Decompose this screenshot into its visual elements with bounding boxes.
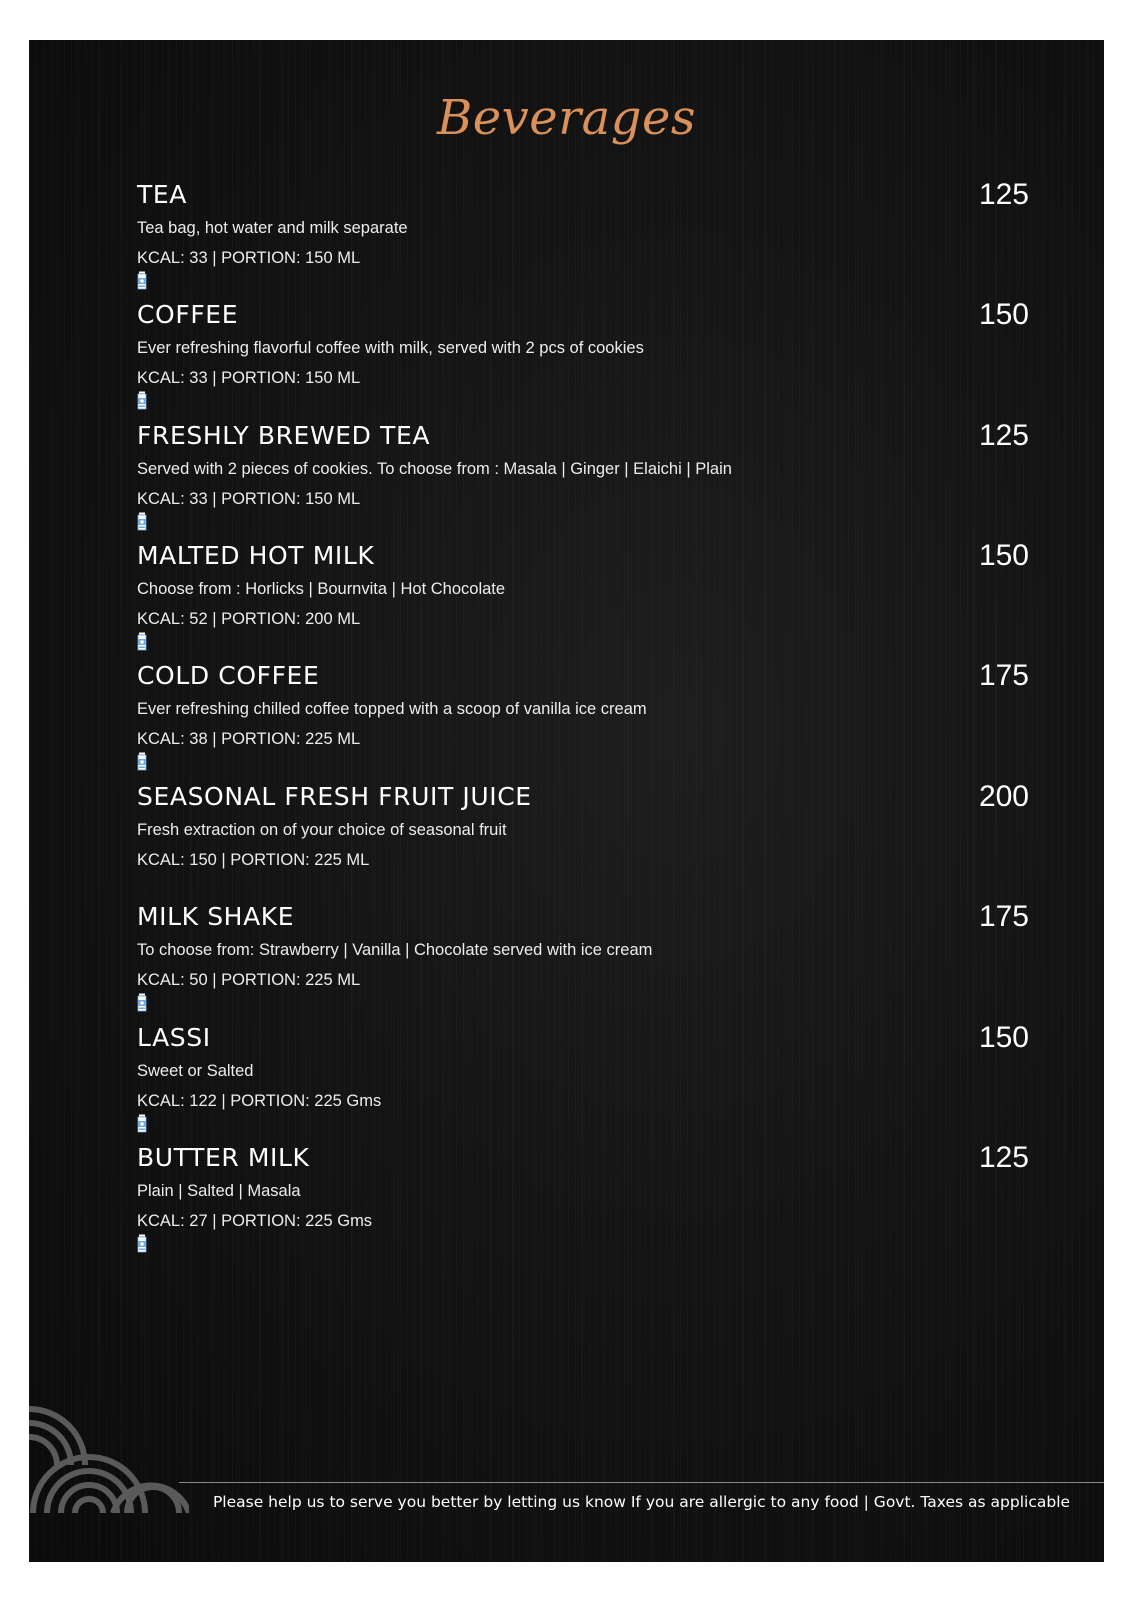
menu-item <box>137 541 1029 653</box>
dairy-milk-icon <box>137 752 147 771</box>
item-nutrition: KCAL: 50 | PORTION: 225 ML <box>137 971 361 989</box>
item-price: 125 <box>978 419 1029 452</box>
item-price: 150 <box>978 539 1029 572</box>
menu-item <box>137 421 1029 533</box>
item-description: Ever refreshing flavorful coffee with milk, served with 2 pcs of cookies <box>137 339 644 357</box>
item-nutrition: KCAL: 33 | PORTION: 150 ML <box>137 249 361 267</box>
footer-note: Please help us to serve you better by letting us know If you are allergic to any food | Govt. Taxes as applicable <box>212 1493 1071 1511</box>
dairy-milk-icon <box>137 512 147 531</box>
item-price: 125 <box>978 1141 1029 1174</box>
item-description: Ever refreshing chilled coffee topped with a scoop of vanilla ice cream <box>137 700 647 718</box>
item-nutrition: KCAL: 52 | PORTION: 200 ML <box>137 610 361 628</box>
menu-title: Beverages <box>436 90 697 146</box>
menu-item <box>137 1143 1029 1255</box>
menu-item <box>137 180 1029 292</box>
menu-item <box>137 1023 1029 1135</box>
item-nutrition: KCAL: 150 | PORTION: 225 ML <box>137 851 370 869</box>
menu-item <box>137 902 1029 1014</box>
item-description: Tea bag, hot water and milk separate <box>137 219 408 237</box>
menu-page <box>29 40 1104 1562</box>
item-name: COLD COFFEE <box>137 661 320 690</box>
item-nutrition: KCAL: 33 | PORTION: 150 ML <box>137 490 361 508</box>
menu-item <box>137 300 1029 412</box>
dairy-milk-icon <box>137 632 147 651</box>
item-name: BUTTER MILK <box>137 1143 310 1172</box>
dairy-milk-icon <box>137 993 147 1012</box>
item-name: FRESHLY BREWED TEA <box>137 421 431 450</box>
dairy-milk-icon <box>137 1234 147 1253</box>
item-description: Sweet or Salted <box>137 1062 254 1080</box>
item-description: Choose from : Horlicks | Bournvita | Hot Chocolate <box>137 580 506 598</box>
item-nutrition: KCAL: 122 | PORTION: 225 Gms <box>137 1092 382 1110</box>
wave-pattern-icon <box>29 1405 189 1513</box>
footer-divider <box>179 1482 1104 1483</box>
menu-item <box>137 661 1029 773</box>
item-name: MILK SHAKE <box>137 902 295 931</box>
menu-item <box>137 782 1029 894</box>
item-nutrition: KCAL: 33 | PORTION: 150 ML <box>137 369 361 387</box>
dairy-milk-icon <box>137 391 147 410</box>
item-price: 150 <box>978 298 1029 331</box>
item-name: SEASONAL FRESH FRUIT JUICE <box>137 782 532 811</box>
item-price: 200 <box>978 780 1029 813</box>
dairy-milk-icon <box>137 1114 147 1133</box>
item-description: Fresh extraction on of your choice of seasonal fruit <box>137 821 507 839</box>
item-price: 150 <box>978 1021 1029 1054</box>
item-name: MALTED HOT MILK <box>137 541 375 570</box>
item-description: Plain | Salted | Masala <box>137 1182 301 1200</box>
item-name: COFFEE <box>137 300 239 329</box>
item-price: 175 <box>978 659 1029 692</box>
item-price: 125 <box>978 178 1029 211</box>
item-description: To choose from: Strawberry | Vanilla | Chocolate served with ice cream <box>137 941 653 959</box>
dairy-milk-icon <box>137 271 147 290</box>
item-nutrition: KCAL: 38 | PORTION: 225 ML <box>137 730 361 748</box>
item-description: Served with 2 pieces of cookies. To choose from : Masala | Ginger | Elaichi | Plain <box>137 460 732 478</box>
item-name: TEA <box>137 180 187 209</box>
item-price: 175 <box>978 900 1029 933</box>
item-name: LASSI <box>137 1023 211 1052</box>
item-nutrition: KCAL: 27 | PORTION: 225 Gms <box>137 1212 373 1230</box>
